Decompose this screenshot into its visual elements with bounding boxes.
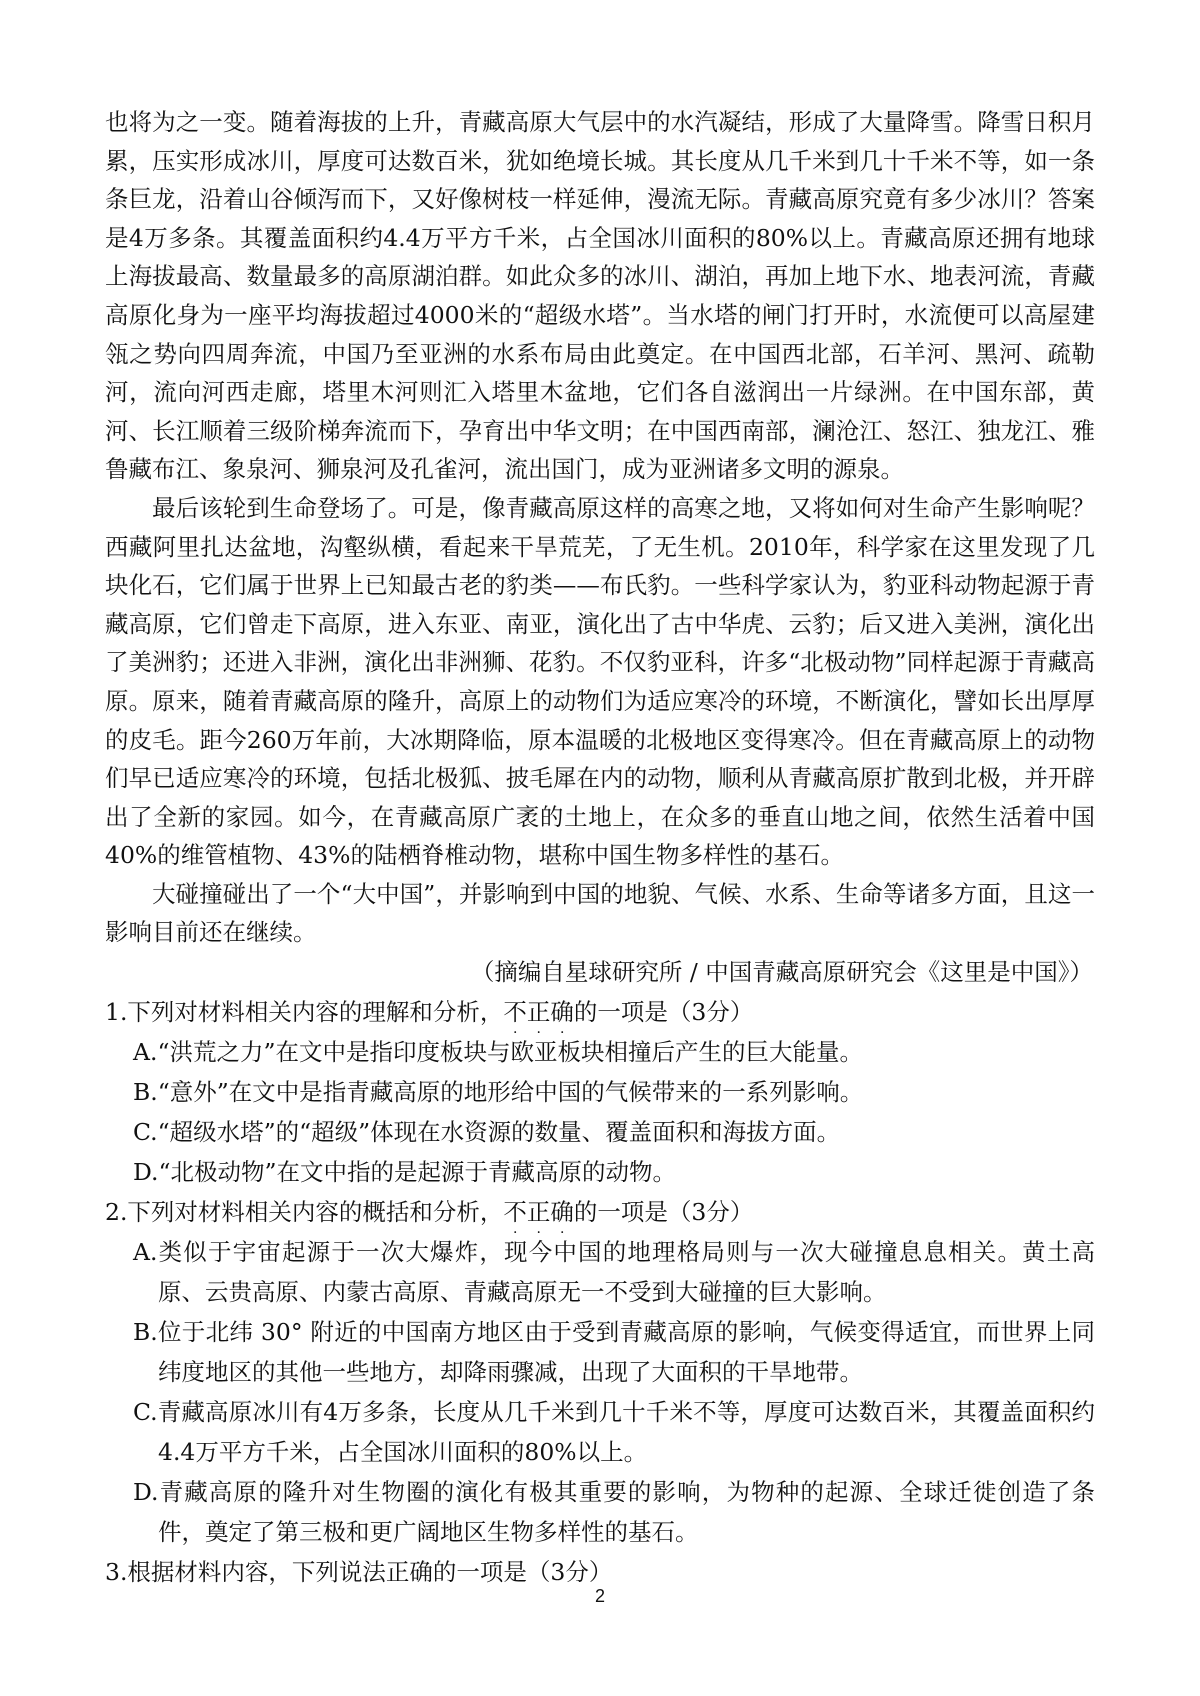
question-2-stem-before: 2.下列对材料相关内容的概括和分析，	[105, 1198, 504, 1227]
question-1-emphasis-text: 不正确	[503, 998, 574, 1027]
question-1-stem	[105, 992, 1095, 1042]
question-1-option-d: D.“北极动物”在文中指的是起源于青藏高原的动物。	[133, 1158, 677, 1187]
question-2-option-c: C.青藏高原冰川有4万多条，长度从几千米到几十千米不等，厚度可达数百米，其覆盖面积约4.4万平方千米，占全国冰川面积的80%以上。	[133, 1398, 1095, 1467]
passage-paragraph-3: 大碰撞碰出了一个“大中国”，并影响到中国的地貌、气候、水系、生命等诸多方面，且这一影响目前还在继续。	[105, 879, 1095, 947]
question-2-option-a: A.类似于宇宙起源于一次大爆炸，现今中国的地理格局则与一次大碰撞息息相关。黄土高原、云贵高原、内蒙古高原、青藏高原无一不受到大碰撞的巨大影响。	[133, 1238, 1095, 1307]
question-1-option-c: C.“超级水塔”的“超级”体现在水资源的数量、覆盖面积和海拔方面。	[133, 1118, 841, 1147]
question-2-option-b: B.位于北纬 30° 附近的中国南方地区由于受到青藏高原的影响，气候变得适宜，而世界上同纬度地区的其他一些地方，却降雨骤减，出现了大面积的干旱地带。	[133, 1318, 1095, 1387]
passage-paragraph-1: 也将为之一变。随着海拔的上升，青藏高原大气层中的水汽凝结，形成了大量降雪。降雪日积月累，压实形成冰川，厚度可达数百米，犹如绝境长城。其长度从几千米到几十千米不等，如一条条巨龙，沿着山谷倾泻而下，又好像树枝一样延伸，漫流无际。青藏高原究竟有多少冰川？答案是4万多条。其覆盖面积约4.4万平方千米，占全国冰川面积的80%以上。青藏高原还拥有地球上海拔最高、数量最多的高原湖泊群。如此众多的冰川、湖泊，再加上地下水、地表河流，青藏高原化身为一座平均海拔超过4000米的“超级水塔”。当水塔的闸门打开时，水流便可以高屋建瓴之势向四周奔流，中国乃至亚洲的水系布局由此奠定。在中国西北部，石羊河、黑河、疏勒河，流向河西走廊，塔里木河则汇入塔里木盆地，它们各自滋润出一片绿洲。在中国东部，黄河、长江顺着三级阶梯奔流而下，孕育出中华文明；在中国西南部，澜沧江、怒江、独龙江、雅鲁藏布江、象泉河、狮泉河及孔雀河，流出国门，成为亚洲诸多文明的源泉。	[105, 108, 1095, 484]
question-1-option-b: B.“意外”在文中是指青藏高原的地形给中国的气候带来的一系列影响。	[133, 1078, 864, 1107]
page-number: 2	[594, 1586, 605, 1606]
question-1-emphasis	[503, 992, 574, 1042]
question-2-stem	[105, 1192, 1095, 1242]
question-2-emphasis-text: 不正确	[503, 1198, 574, 1227]
passage-paragraph-2: 最后该轮到生命登场了。可是，像青藏高原这样的高寒之地，又将如何对生命产生影响呢？西藏阿里扎达盆地，沟壑纵横，看起来干旱荒芜，了无生机。2010年，科学家在这里发现了几块化石，它们属于世界上已知最古老的豹类——布氏豹。一些科学家认为，豹亚科动物起源于青藏高原，它们曾走下高原，进入东亚、南亚，演化出了古中华虎、云豹；后又进入美洲，演化出了美洲豹；还进入非洲，演化出非洲狮、花豹。不仅豹亚科，许多“北极动物”同样起源于青藏高原。原来，随着青藏高原的隆升，高原上的动物们为适应寒冷的环境，不断演化，譬如长出厚厚的皮毛。距今260万年前，大冰期降临，原本温暖的北极地区变得寒冷。但在青藏高原上的动物们早已适应寒冷的环境，包括北极狐、披毛犀在内的动物，顺利从青藏高原扩散到北极，并开辟出了全新的家园。如今，在青藏高原广袤的土地上，在众多的垂直山地之间，依然生活着中国40%的维管植物、43%的陆栖脊椎动物，堪称中国生物多样性的基石。	[105, 493, 1095, 870]
question-2-option-d: D.青藏高原的隆升对生物圈的演化有极其重要的影响，为物种的起源、全球迁徙创造了条件，奠定了第三极和更广阔地区生物多样性的基石。	[133, 1478, 1095, 1547]
question-3-stem: 3.根据材料内容，下列说法正确的一项是（3分）	[105, 1558, 613, 1587]
question-1-option-a: A.“洪荒之力”在文中是指印度板块与欧亚板块相撞后产生的巨大能量。	[133, 1038, 863, 1067]
source-citation: （摘编自星球研究所 / 中国青藏高原研究会《这里是中国》）	[470, 958, 1093, 987]
question-1	[105, 992, 1095, 1192]
question-2-emphasis	[503, 1192, 574, 1242]
question-2-stem-after: 的一项是（3分）	[573, 1198, 754, 1227]
emphasis-dots: · · ·	[512, 1025, 565, 1042]
emphasis-dots: · · ·	[512, 1225, 565, 1242]
question-1-stem-after: 的一项是（3分）	[573, 998, 754, 1027]
content-area	[105, 103, 1095, 1592]
question-2	[105, 1192, 1095, 1552]
question-1-stem-before: 1.下列对材料相关内容的理解和分析，	[105, 998, 504, 1027]
